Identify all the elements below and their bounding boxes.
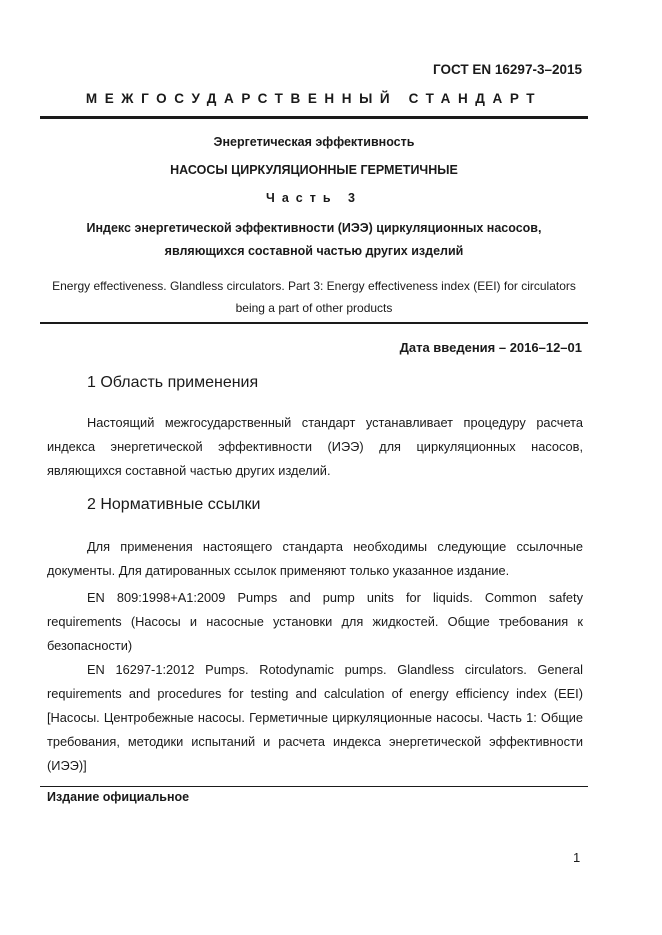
introduction-date: Дата введения – 2016–12–01 bbox=[399, 340, 582, 355]
reference-en16297-1: EN 16297-1:2012 Pumps. Rotodynamic pumps. Glandless circulators. General requirements and procedures for testing and calculation of energy efficiency index (EEI) [Насосы. Центробежные насосы. Герметичные циркуляционные насосы. Часть 1: Общие требования, методики испытаний и расчета индекса энергетической эффективности (ИЭЭ)] bbox=[47, 662, 583, 773]
official-edition-label: Издание официальное bbox=[47, 790, 190, 804]
standard-id: ГОСТ EN 16297-3–2015 bbox=[433, 62, 582, 77]
scope-heading: 1 Область применения bbox=[87, 374, 259, 391]
references-intro-paragraph: Для применения настоящего стандарта необходимы следующие ссылочные документы. Для датированных ссылок применяют только указанное издание. bbox=[47, 539, 583, 578]
normative-references-heading: 2 Нормативные ссылки bbox=[87, 496, 261, 513]
part-title: Часть 3 bbox=[266, 191, 362, 205]
scope-paragraph: Настоящий межгосударственный стандарт устанавливает процедуру расчета индекса энергетической эффективности (ИЭЭ) для циркуляционных насосов, являющихся составной частью других изделий. bbox=[47, 415, 583, 478]
index-title-line-1: Индекс энергетической эффективности (ИЭЭ) циркуляционных насосов, bbox=[86, 221, 542, 235]
title-divider bbox=[40, 322, 588, 324]
english-title-line-1: Energy effectiveness. Glandless circulators. Part 3: Energy effectiveness index (EEI) for circulators bbox=[52, 279, 576, 293]
interstate-standard-label: МЕЖГОСУДАРСТВЕННЫЙ СТАНДАРТ bbox=[85, 91, 543, 106]
reference-en809: EN 809:1998+A1:2009 Pumps and pump units for liquids. Common safety requirements (Насосы и насосные установки для жидкостей. Общие требования к безопасности) bbox=[47, 590, 583, 653]
footer-divider bbox=[40, 786, 588, 787]
header-divider bbox=[40, 116, 588, 119]
english-title-line-2: being a part of other products bbox=[235, 301, 393, 315]
page-number: 1 bbox=[573, 850, 581, 865]
energy-efficiency-title: Энергетическая эффективность bbox=[213, 135, 415, 149]
pumps-title: НАСОСЫ ЦИРКУЛЯЦИОННЫЕ ГЕРМЕТИЧНЫЕ bbox=[170, 163, 458, 177]
index-title-line-2: являющихся составной частью других изделий bbox=[164, 244, 464, 258]
